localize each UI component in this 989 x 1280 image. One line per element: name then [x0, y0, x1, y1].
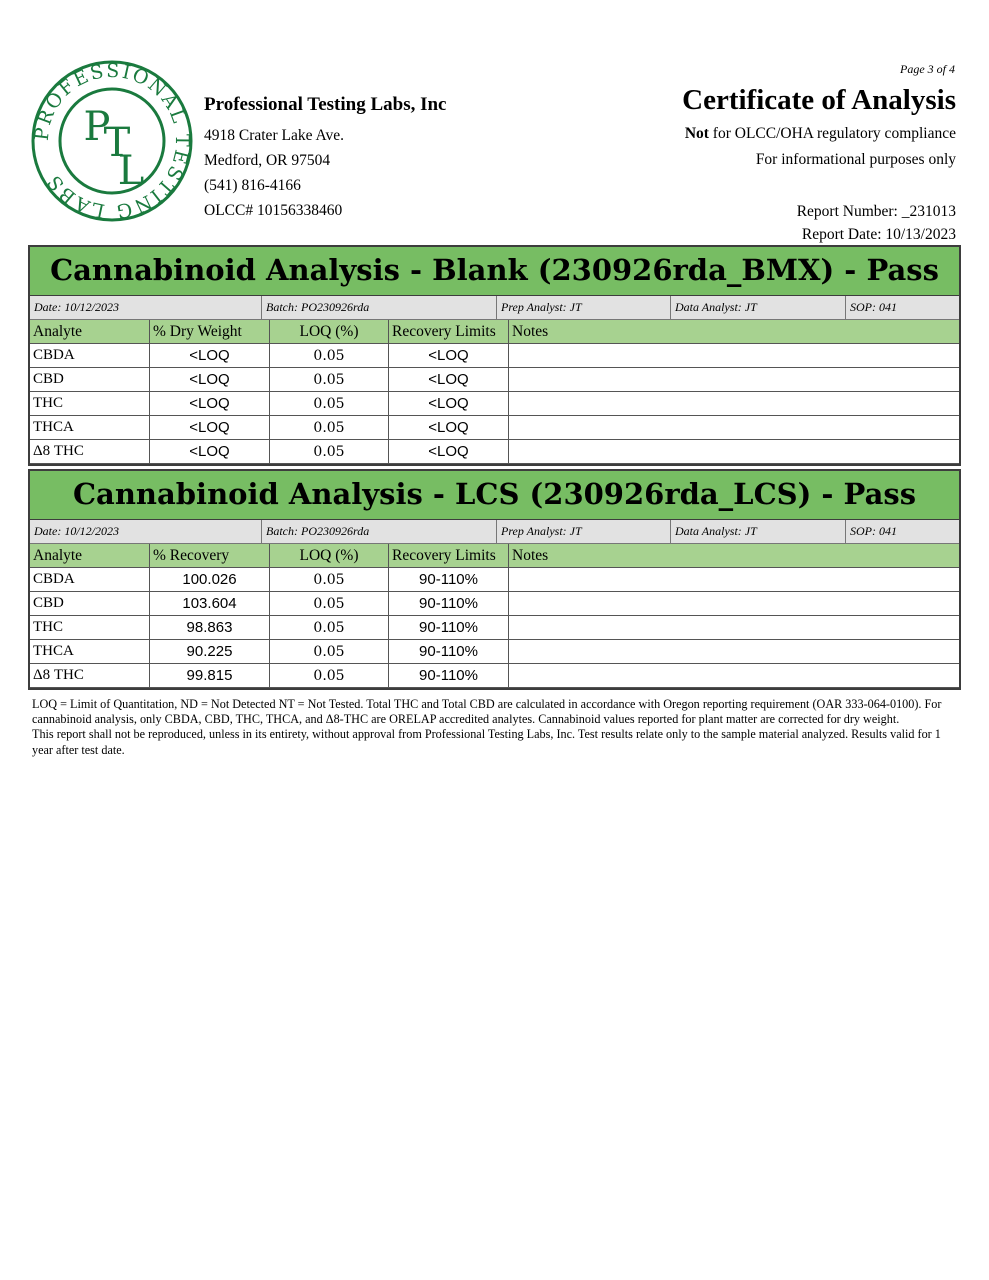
notes-cell: [509, 592, 960, 616]
value-cell: 103.604: [150, 592, 270, 616]
compliance-text: for OLCC/OHA regulatory compliance: [708, 125, 956, 142]
footnote-disclaimer: This report shall not be reproduced, unless in its entirety, without approval from Professional Testing Labs, Inc. Test results relate only to the sample material analyzed. Results valid for 1 year after test date.: [32, 727, 941, 757]
loq-cell: 0.05: [270, 568, 389, 592]
limits-cell: <LOQ: [389, 416, 509, 440]
notes-cell: [509, 616, 960, 640]
limits-cell: 90-110%: [389, 592, 509, 616]
value-cell: <LOQ: [150, 440, 270, 464]
lcs-analysis-section: [28, 469, 961, 690]
ptl-logo: [31, 60, 193, 222]
notes-cell: [509, 664, 960, 688]
not-word: Not: [684, 125, 709, 142]
certificate-header: [682, 84, 956, 173]
analyte-cell: CBDA: [30, 568, 150, 592]
meta-date: Date: 10/12/2023: [30, 520, 262, 543]
meta-batch: Batch: PO230926rda: [262, 296, 497, 319]
loq-cell: 0.05: [270, 664, 389, 688]
svg-text:PROFESSIONAL TESTING LABS: PROFESSIONAL TESTING LABS: [31, 60, 193, 222]
meta-data-analyst: Data Analyst: JT: [671, 296, 846, 319]
meta-date: Date: 10/12/2023: [30, 296, 262, 319]
value-cell: <LOQ: [150, 368, 270, 392]
results-table: [30, 544, 959, 688]
notes-cell: [509, 416, 960, 440]
lab-name: Professional Testing Labs, Inc: [204, 94, 447, 115]
meta-batch: Batch: PO230926rda: [262, 520, 497, 543]
notes-cell: [509, 440, 960, 464]
limits-cell: <LOQ: [389, 440, 509, 464]
loq-cell: 0.05: [270, 616, 389, 640]
analyte-cell: Δ8 THC: [30, 440, 150, 464]
lab-address-1: 4918 Crater Lake Ave.: [204, 127, 345, 144]
table-row: [30, 568, 959, 592]
limits-cell: <LOQ: [389, 392, 509, 416]
analyte-cell: Δ8 THC: [30, 664, 150, 688]
header-recovery-limits: Recovery Limits: [389, 320, 509, 344]
analyte-cell: CBD: [30, 368, 150, 392]
notes-cell: [509, 640, 960, 664]
header-recovery-limits: Recovery Limits: [389, 544, 509, 568]
notes-cell: [509, 368, 960, 392]
report-date: Report Date: 10/13/2023: [801, 226, 956, 243]
lab-olcc-number: OLCC# 10156338460: [204, 202, 343, 219]
blank-analysis-section: [28, 245, 961, 466]
limits-cell: 90-110%: [389, 640, 509, 664]
meta-sop: SOP: 041: [850, 524, 897, 538]
loq-cell: 0.05: [270, 368, 389, 392]
value-cell: <LOQ: [150, 392, 270, 416]
section-title: Cannabinoid Analysis - LCS (230926rda_LCS) - Pass: [30, 471, 959, 520]
table-row: [30, 616, 959, 640]
notes-cell: [509, 344, 960, 368]
footnotes: [32, 697, 960, 758]
lab-info: [204, 94, 446, 223]
loq-cell: 0.05: [270, 392, 389, 416]
table-row: [30, 592, 959, 616]
limits-cell: <LOQ: [389, 368, 509, 392]
limits-cell: 90-110%: [389, 568, 509, 592]
analyte-cell: THC: [30, 616, 150, 640]
limits-cell: 90-110%: [389, 616, 509, 640]
meta-sop: SOP: 041: [850, 300, 897, 314]
footnote-definitions: LOQ = Limit of Quantitation, ND = Not Detected NT = Not Tested. Total THC and Total CBD are calculated in accordance with Oregon reporting requirement (OAR 333-064-0100). For cannabinoid analysis, only CBDA, CBD, THC, THCA, and Δ8-THC are ORELAP accredited analytes. Cannabinoid values reported for plant matter are corrected for dry weight.: [32, 697, 942, 727]
loq-cell: 0.05: [270, 344, 389, 368]
value-cell: <LOQ: [150, 416, 270, 440]
loq-cell: 0.05: [270, 416, 389, 440]
meta-prep-analyst: Prep Analyst: JT: [497, 296, 671, 319]
table-row: [30, 416, 959, 440]
limits-cell: 90-110%: [389, 664, 509, 688]
value-cell: 98.863: [150, 616, 270, 640]
table-header-row: [30, 320, 959, 344]
header-analyte: Analyte: [30, 544, 150, 568]
table-row: [30, 344, 959, 368]
table-row: [30, 640, 959, 664]
header-notes: Notes: [509, 544, 960, 568]
analyte-cell: THCA: [30, 416, 150, 440]
section-meta: [30, 520, 959, 544]
lab-address-2: Medford, OR 97504: [204, 152, 331, 169]
header-notes: Notes: [509, 320, 960, 344]
table-row: [30, 392, 959, 416]
loq-cell: 0.05: [270, 592, 389, 616]
loq-cell: 0.05: [270, 440, 389, 464]
value-cell: 100.026: [150, 568, 270, 592]
value-cell: 90.225: [150, 640, 270, 664]
notes-cell: [509, 392, 960, 416]
analyte-cell: CBDA: [30, 344, 150, 368]
lab-phone: (541) 816-4166: [204, 177, 301, 194]
table-row: [30, 440, 959, 464]
header-value: % Recovery: [150, 544, 270, 568]
report-number: Report Number: _231013: [796, 203, 956, 220]
section-title: Cannabinoid Analysis - Blank (230926rda_BMX) - Pass: [30, 247, 959, 296]
value-cell: 99.815: [150, 664, 270, 688]
table-row: [30, 664, 959, 688]
header-value: % Dry Weight: [150, 320, 270, 344]
svg-text:P: P: [83, 104, 111, 150]
certificate-title: Certificate of Analysis: [682, 84, 956, 116]
meta-prep-analyst: Prep Analyst: JT: [497, 520, 671, 543]
informational-note: For informational purposes only: [755, 151, 956, 168]
header-loq: LOQ (%): [270, 544, 389, 568]
analyte-cell: THC: [30, 392, 150, 416]
svg-text:T: T: [103, 120, 131, 166]
page-number: Page 3 of 4: [900, 62, 955, 76]
header-loq: LOQ (%): [270, 320, 389, 344]
report-info: [797, 200, 956, 246]
svg-text:L: L: [117, 148, 145, 194]
value-cell: <LOQ: [150, 344, 270, 368]
analyte-cell: THCA: [30, 640, 150, 664]
table-row: [30, 368, 959, 392]
meta-data-analyst: Data Analyst: JT: [671, 520, 846, 543]
compliance-note: [682, 121, 956, 147]
limits-cell: <LOQ: [389, 344, 509, 368]
table-header-row: [30, 544, 959, 568]
analyte-cell: CBD: [30, 592, 150, 616]
header-analyte: Analyte: [30, 320, 150, 344]
loq-cell: 0.05: [270, 640, 389, 664]
section-meta: [30, 296, 959, 320]
results-table: [30, 320, 959, 464]
notes-cell: [509, 568, 960, 592]
